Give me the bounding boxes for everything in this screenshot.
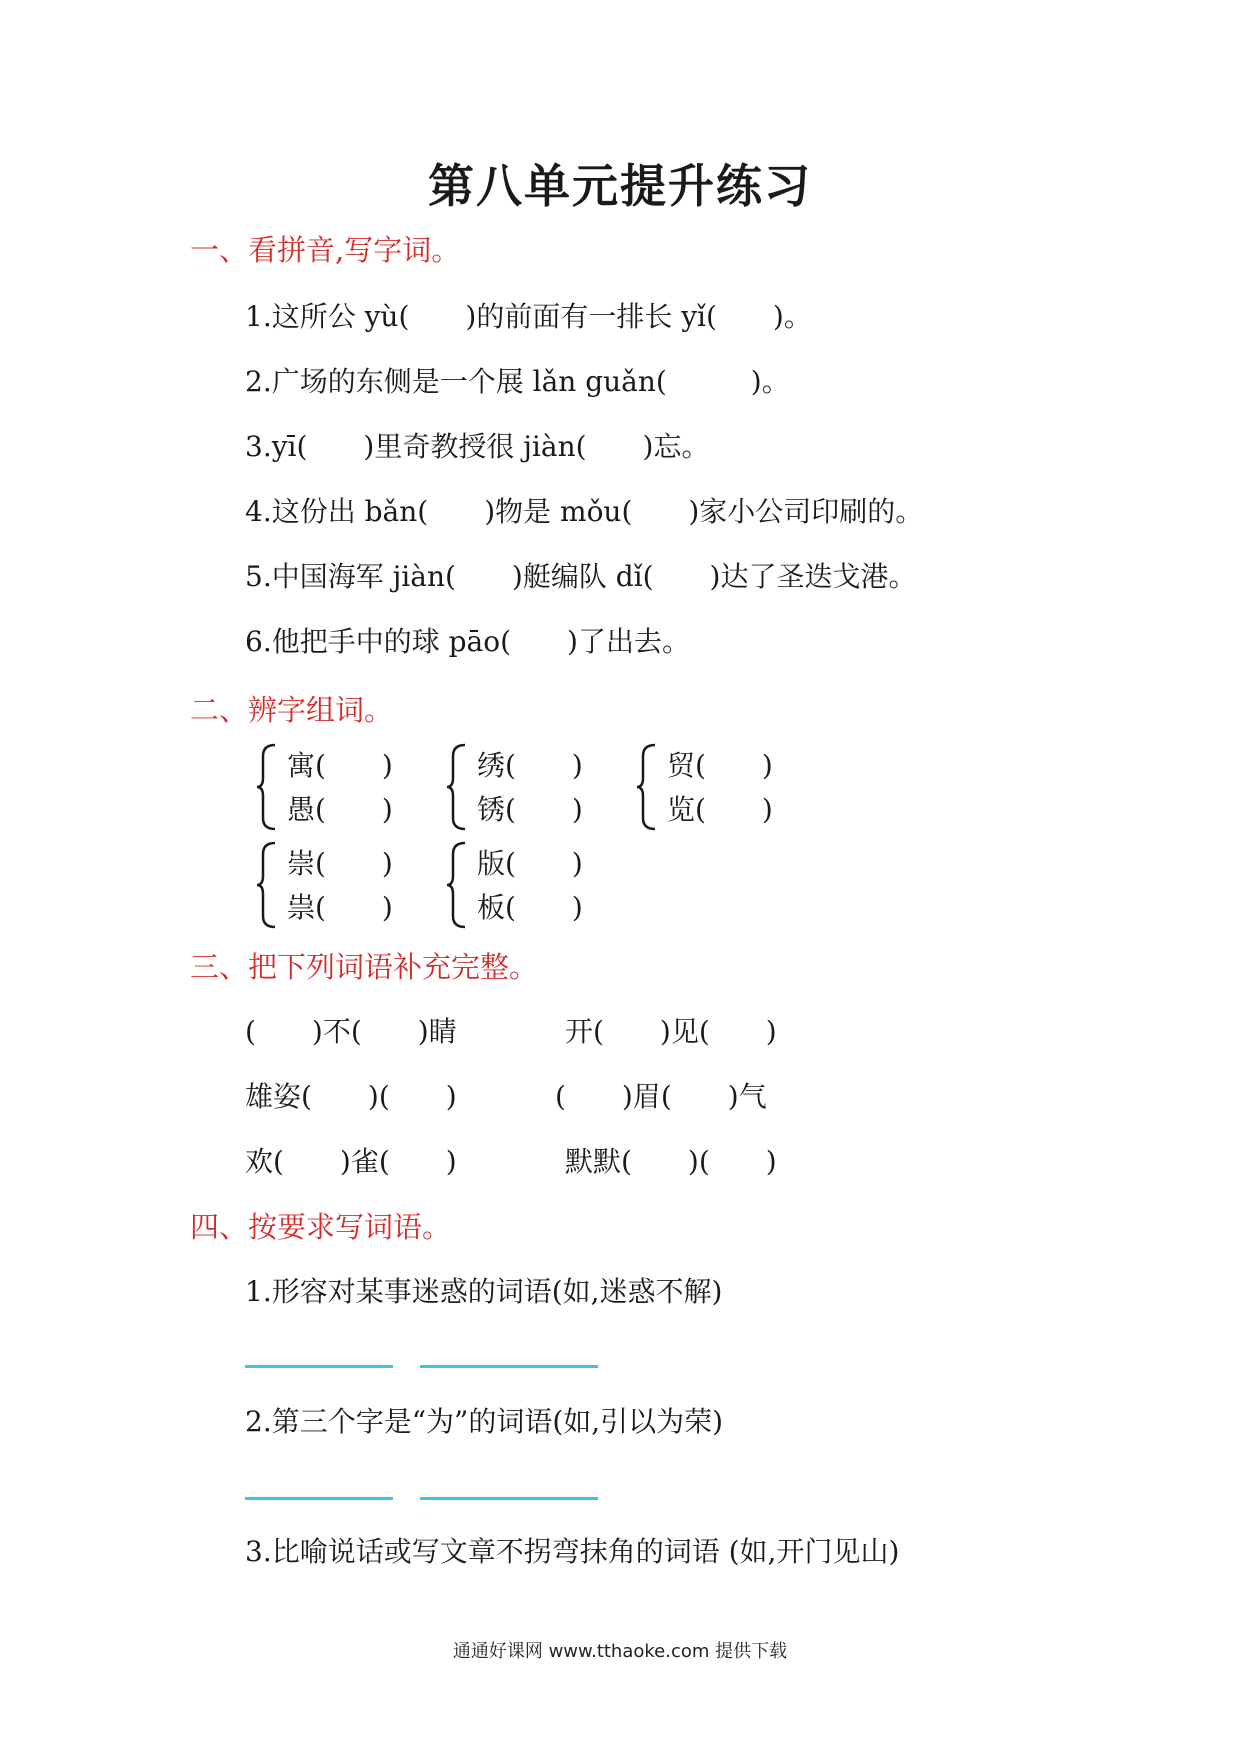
pair-char-top: 贸( ) (667, 749, 773, 782)
s1-item-4: 4.这份出 bǎn( )物是 mǒu( )家小公司印刷的。 (245, 495, 924, 528)
section-3-heading: 三、把下列词语补充完整。 (190, 950, 539, 984)
idiom-blank: ( )眉( )气 (555, 1080, 767, 1113)
pair-char-bottom: 祟( ) (287, 891, 393, 924)
char-pair (635, 742, 865, 838)
idiom-blank: 默默( )( ) (565, 1145, 777, 1178)
pair-char-bottom: 愚( ) (287, 793, 393, 826)
idiom-blank: 欢( )雀( ) (245, 1145, 457, 1178)
s4-item-3: 3.比喻说话或写文章不拐弯抹角的词语 (如,开门见山) (245, 1535, 900, 1568)
char-pair (445, 840, 675, 936)
section-1-heading: 一、看拼音,写字词。 (190, 233, 461, 267)
idiom-blank: 开( )见( ) (565, 1015, 777, 1048)
brace-icon (255, 840, 279, 930)
section-4-heading: 四、按要求写词语。 (190, 1210, 452, 1244)
s4-item-1: 1.形容对某事迷惑的词语(如,迷惑不解) (245, 1275, 723, 1308)
pair-char-bottom: 锈( ) (477, 793, 583, 826)
idiom-blank: 雄姿( )( ) (245, 1080, 457, 1113)
s1-item-5: 5.中国海军 jiàn( )艇编队 dǐ( )达了圣迭戈港。 (245, 560, 917, 593)
answer-line[interactable] (245, 1365, 393, 1368)
s1-item-2: 2.广场的东侧是一个展 lǎn guǎn( )。 (245, 365, 790, 398)
pair-char-bottom: 览( ) (667, 793, 773, 826)
s4-item-2: 2.第三个字是“为”的词语(如,引以为荣) (245, 1405, 724, 1438)
pair-char-top: 崇( ) (287, 847, 393, 880)
brace-icon (255, 742, 279, 832)
answer-line[interactable] (245, 1497, 393, 1500)
footer-credit: 通通好课网 www.tthaoke.com 提供下载 (452, 1641, 788, 1662)
answer-line[interactable] (420, 1497, 598, 1500)
brace-icon (445, 742, 469, 832)
idiom-blank: ( )不( )睛 (245, 1015, 457, 1048)
answer-line[interactable] (420, 1365, 598, 1368)
pair-char-top: 寓( ) (287, 749, 393, 782)
page-title: 第八单元提升练习 (428, 159, 812, 213)
pair-char-top: 绣( ) (477, 749, 583, 782)
pair-char-top: 版( ) (477, 847, 583, 880)
section-2-heading: 二、辨字组词。 (190, 693, 394, 727)
s1-item-6: 6.他把手中的球 pāo( )了出去。 (245, 625, 690, 658)
brace-icon (635, 742, 659, 832)
pair-char-bottom: 板( ) (477, 891, 583, 924)
brace-icon (445, 840, 469, 930)
s1-item-3: 3.yī( )里奇教授很 jiàn( )忘。 (245, 430, 710, 463)
s1-item-1: 1.这所公 yù( )的前面有一排长 yǐ( )。 (245, 300, 812, 333)
